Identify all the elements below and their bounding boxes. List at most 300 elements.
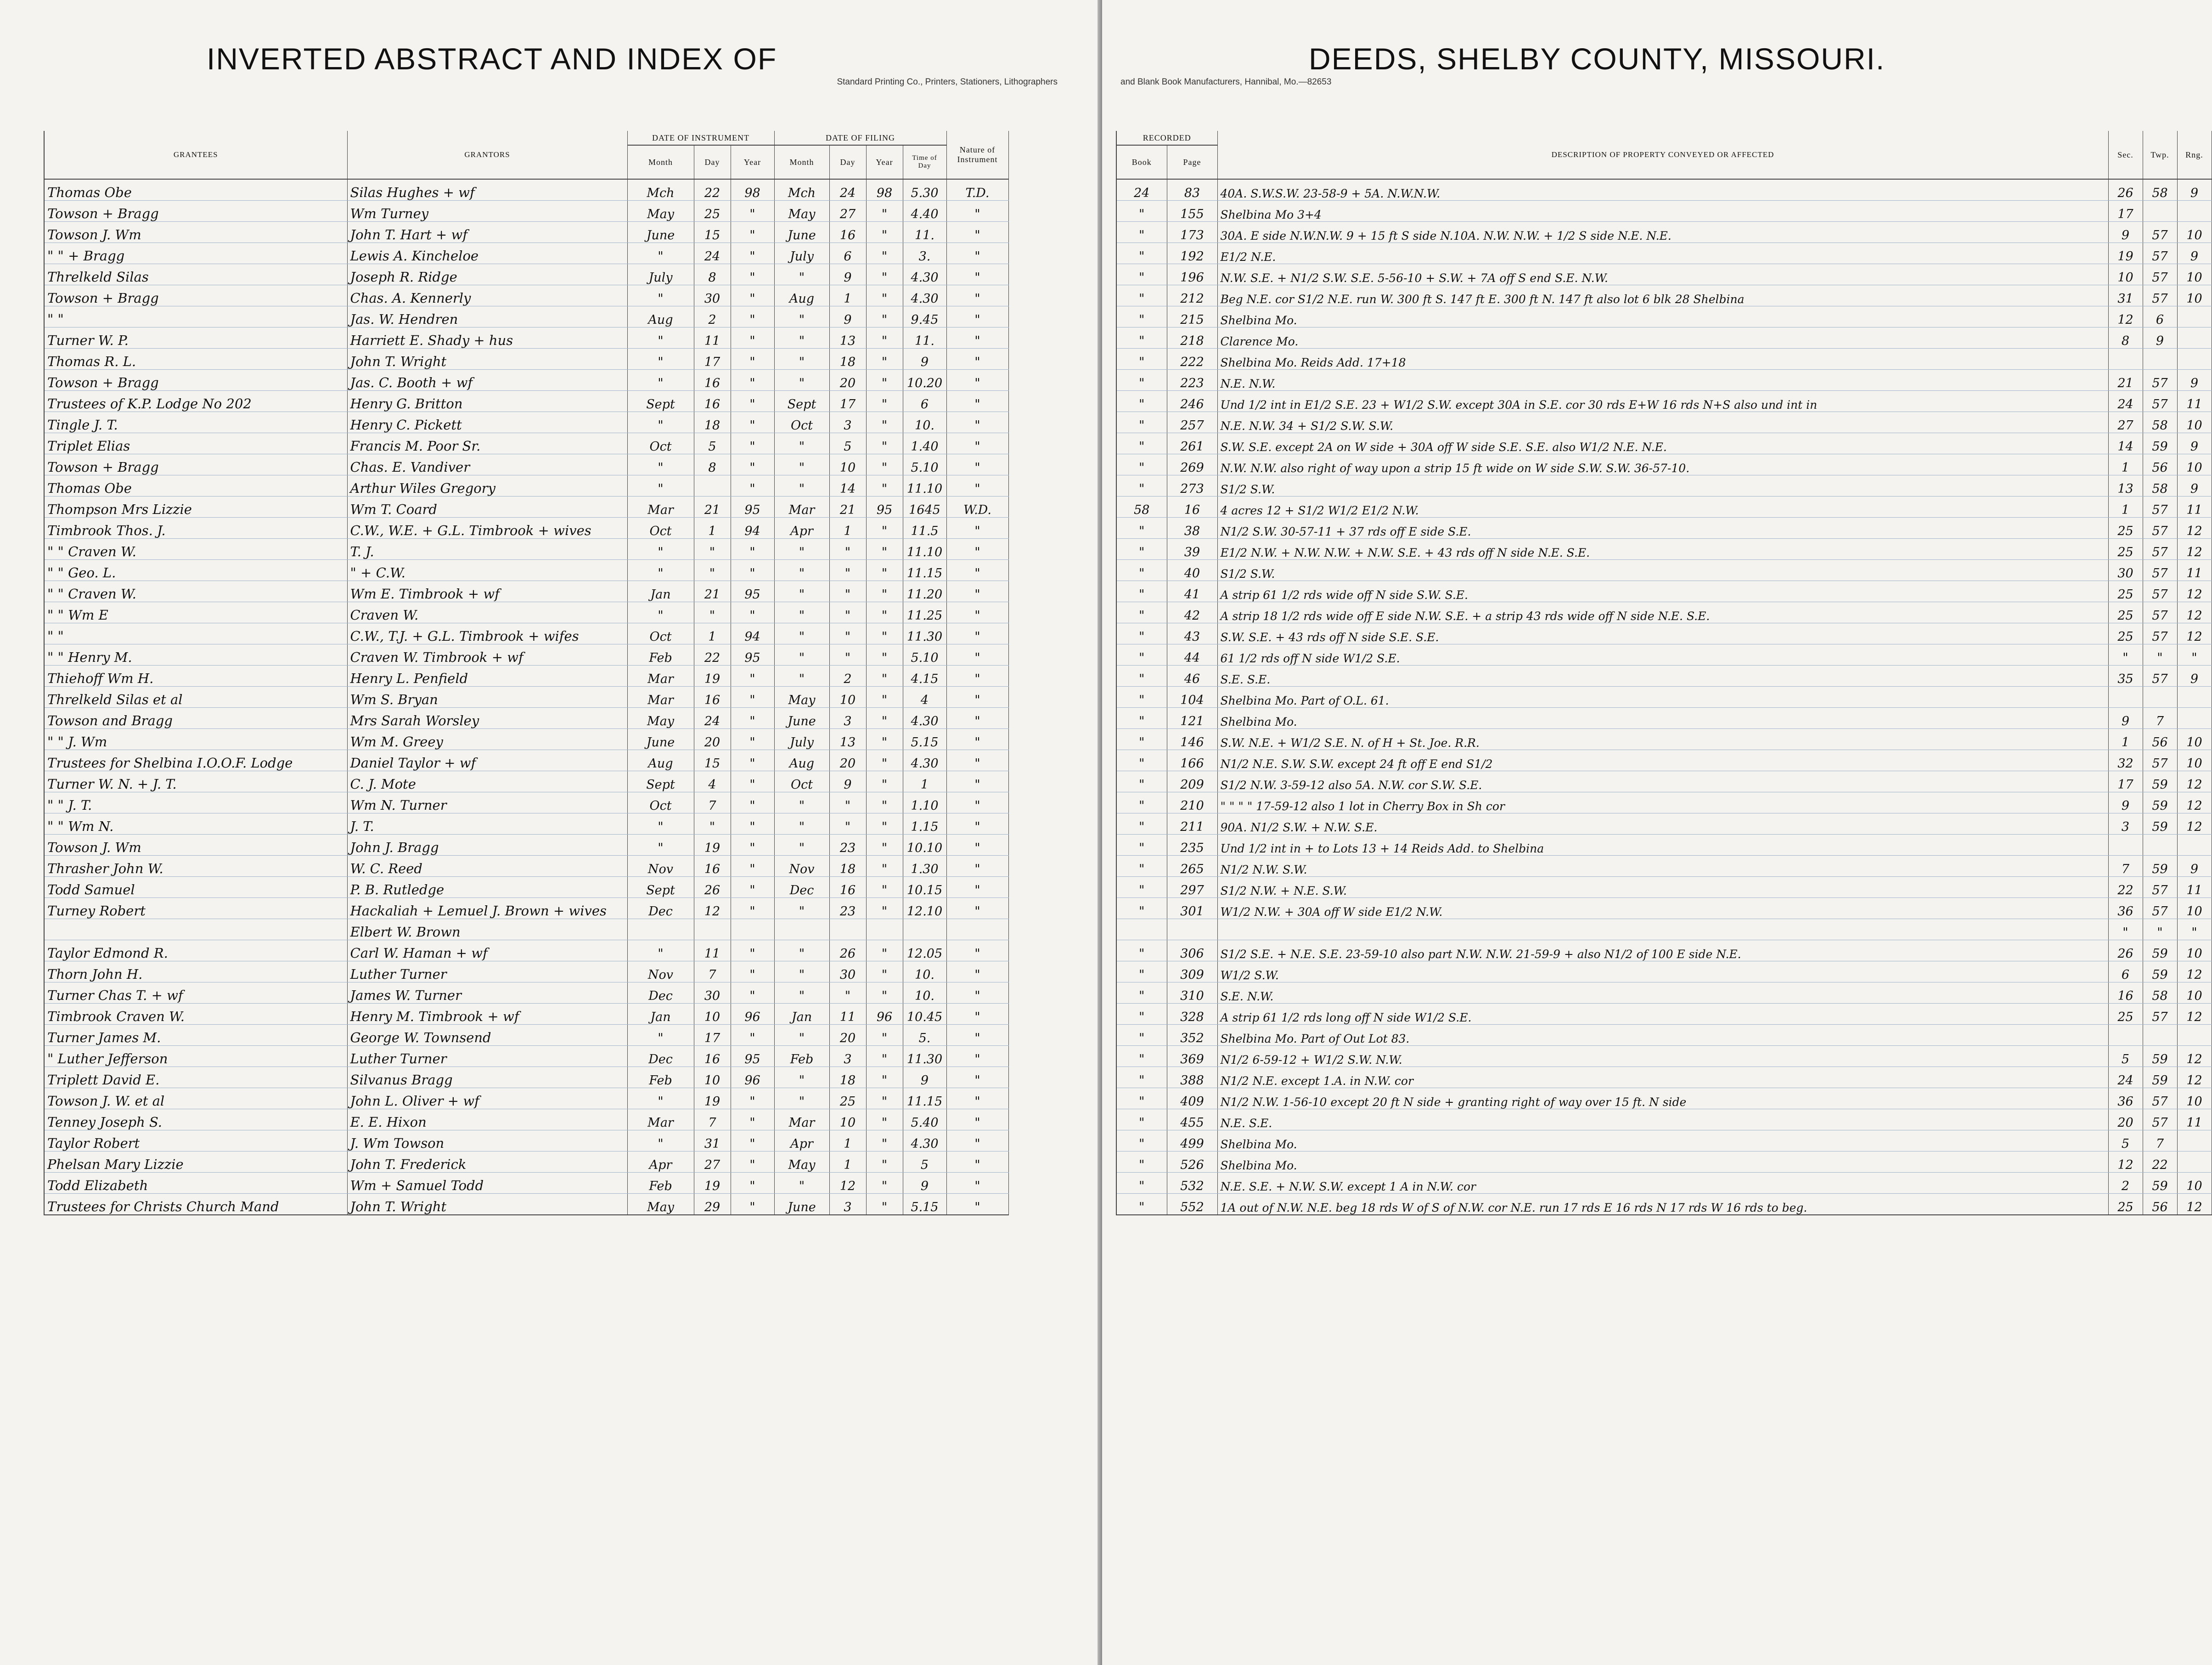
rng-cell [2177, 835, 2212, 856]
filing-day-cell: 26 [829, 940, 866, 961]
sec-cell: 14 [2108, 433, 2143, 454]
filing-day-cell: 25 [829, 1088, 866, 1109]
grantee-cell: " " J. T. [44, 792, 347, 813]
filing-year-cell: " [866, 877, 903, 898]
grantor-cell: Harriett E. Shady + hus [347, 327, 627, 349]
instrument-month-cell: " [627, 1025, 694, 1046]
rng-cell: 12 [2177, 581, 2212, 602]
sec-cell: 9 [2108, 222, 2143, 243]
grantor-cell: Wm T. Coard [347, 497, 627, 518]
nature-of-instrument-cell: " [946, 581, 1008, 602]
description-cell: Shelbina Mo. [1217, 306, 2108, 327]
instrument-day-cell: 22 [694, 644, 731, 666]
instrument-year-cell: " [731, 708, 774, 729]
filing-day-cell: 10 [829, 1109, 866, 1130]
book-cell: " [1116, 982, 1167, 1004]
instrument-year-cell: " [731, 1130, 774, 1151]
description-cell: Shelbina Mo. [1217, 1151, 2108, 1173]
book-cell: " [1116, 391, 1167, 412]
grantee-grantor-table [44, 131, 1009, 1215]
filing-day-cell: 3 [829, 708, 866, 729]
filing-year-cell: " [866, 1109, 903, 1130]
filing-year-cell: " [866, 475, 903, 497]
twp-cell: 58 [2143, 475, 2177, 497]
instrument-day-cell: 21 [694, 581, 731, 602]
grantee-cell: Towson + Bragg [44, 201, 347, 222]
filing-year-cell: " [866, 349, 903, 370]
filing-year-cell: " [866, 940, 903, 961]
instrument-month-cell: Feb [627, 644, 694, 666]
table-row [44, 560, 1008, 581]
table-row [44, 1151, 1008, 1173]
page-cell: 552 [1167, 1194, 1217, 1215]
nature-of-instrument-cell: " [946, 560, 1008, 581]
filing-year-cell: " [866, 412, 903, 433]
header-page: Page [1167, 145, 1217, 179]
twp-cell: 59 [2143, 940, 2177, 961]
sec-cell: 21 [2108, 370, 2143, 391]
grantor-cell: Jas. C. Booth + wf [347, 370, 627, 391]
filing-month-cell: " [774, 961, 829, 982]
rng-cell [2177, 1151, 2212, 1173]
page-cell: 44 [1167, 644, 1217, 666]
grantee-cell: " " Henry M. [44, 644, 347, 666]
nature-of-instrument-cell: " [946, 1130, 1008, 1151]
instrument-month-cell: Sept [627, 391, 694, 412]
filing-day-cell: 13 [829, 327, 866, 349]
filing-time-cell: 11.30 [903, 1046, 946, 1067]
table-row [44, 1173, 1008, 1194]
description-cell: S1/2 S.W. [1217, 475, 2108, 497]
header-twp: Twp. [2143, 131, 2177, 179]
table-row [44, 877, 1008, 898]
rng-cell: 11 [2177, 391, 2212, 412]
filing-month-cell: " [774, 602, 829, 623]
sec-cell: 8 [2108, 327, 2143, 349]
table-row [1116, 285, 2212, 306]
filing-month-cell: Dec [774, 877, 829, 898]
filing-month-cell: " [774, 666, 829, 687]
table-row [1116, 327, 2212, 349]
description-cell: 90A. N1/2 S.W. + N.W. S.E. [1217, 813, 2108, 835]
filing-time-cell: 11.20 [903, 581, 946, 602]
table-row [44, 475, 1008, 497]
page-cell: 297 [1167, 877, 1217, 898]
rng-cell: 10 [2177, 285, 2212, 306]
twp-cell: 57 [2143, 497, 2177, 518]
filing-day-cell: 30 [829, 961, 866, 982]
twp-cell: 9 [2143, 327, 2177, 349]
book-cell: " [1116, 1130, 1167, 1151]
table-row [1116, 243, 2212, 264]
table-row [1116, 201, 2212, 222]
book-cell: 24 [1116, 179, 1167, 201]
filing-day-cell [829, 919, 866, 940]
nature-of-instrument-cell: " [946, 1067, 1008, 1088]
table-row [44, 1194, 1008, 1215]
table-row [44, 327, 1008, 349]
filing-day-cell: " [829, 560, 866, 581]
rng-cell [2177, 306, 2212, 327]
grantee-cell: " " Wm N. [44, 813, 347, 835]
filing-day-cell: " [829, 539, 866, 560]
description-cell: Shelbina Mo. Part of O.L. 61. [1217, 687, 2108, 708]
filing-time-cell: 4.30 [903, 750, 946, 771]
rng-cell: " [2177, 644, 2212, 666]
filing-year-cell: " [866, 454, 903, 475]
book-cell: " [1116, 222, 1167, 243]
table-row [44, 982, 1008, 1004]
filing-time-cell: 10. [903, 982, 946, 1004]
nature-of-instrument-cell: " [946, 687, 1008, 708]
filing-day-cell: 3 [829, 412, 866, 433]
filing-year-cell: " [866, 813, 903, 835]
rng-cell: 11 [2177, 877, 2212, 898]
description-cell: N1/2 S.W. 30-57-11 + 37 rds off E side S.E. [1217, 518, 2108, 539]
twp-cell: 57 [2143, 1109, 2177, 1130]
instrument-day-cell: 16 [694, 391, 731, 412]
twp-cell: 57 [2143, 602, 2177, 623]
sec-cell [2108, 1025, 2143, 1046]
instrument-month-cell: July [627, 264, 694, 285]
nature-of-instrument-cell: " [946, 433, 1008, 454]
instrument-day-cell: 29 [694, 1194, 731, 1215]
instrument-month-cell: Oct [627, 623, 694, 644]
rng-cell: 12 [2177, 813, 2212, 835]
filing-day-cell: 20 [829, 750, 866, 771]
book-cell: " [1116, 898, 1167, 919]
page-cell: 121 [1167, 708, 1217, 729]
filing-year-cell: " [866, 1173, 903, 1194]
twp-cell: 57 [2143, 222, 2177, 243]
filing-month-cell: " [774, 475, 829, 497]
header-filing-month: Month [774, 145, 829, 179]
instrument-day-cell: 12 [694, 898, 731, 919]
instrument-year-cell: " [731, 306, 774, 327]
rng-cell [2177, 201, 2212, 222]
description-cell: Shelbina Mo 3+4 [1217, 201, 2108, 222]
grantor-cell: Chas. A. Kennerly [347, 285, 627, 306]
twp-cell: 22 [2143, 1151, 2177, 1173]
grantor-cell: Chas. E. Vandiver [347, 454, 627, 475]
instrument-day-cell [694, 919, 731, 940]
filing-month-cell: Oct [774, 771, 829, 792]
page-cell: 273 [1167, 475, 1217, 497]
table-row [44, 1130, 1008, 1151]
table-row [1116, 391, 2212, 412]
table-row [44, 539, 1008, 560]
table-row [1116, 1046, 2212, 1067]
rng-cell: 9 [2177, 856, 2212, 877]
grantor-cell: George W. Townsend [347, 1025, 627, 1046]
instrument-day-cell: 7 [694, 1109, 731, 1130]
grantor-cell: C.W., T.J. + G.L. Timbrook + wifes [347, 623, 627, 644]
filing-month-cell: " [774, 370, 829, 391]
table-row [1116, 898, 2212, 919]
filing-day-cell: 17 [829, 391, 866, 412]
filing-month-cell: June [774, 222, 829, 243]
filing-time-cell: 11.15 [903, 1088, 946, 1109]
instrument-month-cell: Dec [627, 898, 694, 919]
nature-of-instrument-cell: " [946, 1151, 1008, 1173]
filing-day-cell: 1 [829, 1130, 866, 1151]
filing-time-cell: 10. [903, 412, 946, 433]
twp-cell: 57 [2143, 391, 2177, 412]
description-cell: 40A. S.W.S.W. 23-58-9 + 5A. N.W.N.W. [1217, 179, 2108, 201]
filing-time-cell: 9 [903, 349, 946, 370]
instrument-month-cell: Mar [627, 497, 694, 518]
table-row [1116, 813, 2212, 835]
filing-year-cell: " [866, 1067, 903, 1088]
instrument-day-cell: " [694, 602, 731, 623]
filing-time-cell: 9.45 [903, 306, 946, 327]
sec-cell [2108, 835, 2143, 856]
table-row [44, 370, 1008, 391]
nature-of-instrument-cell: " [946, 729, 1008, 750]
sec-cell: 36 [2108, 1088, 2143, 1109]
page-cell: 83 [1167, 179, 1217, 201]
instrument-month-cell: Oct [627, 433, 694, 454]
grantee-cell: Taylor Robert [44, 1130, 347, 1151]
table-row [1116, 835, 2212, 856]
book-cell: " [1116, 771, 1167, 792]
page-cell: 196 [1167, 264, 1217, 285]
instrument-year-cell: 96 [731, 1004, 774, 1025]
grantor-cell: Arthur Wiles Gregory [347, 475, 627, 497]
table-row [1116, 856, 2212, 877]
table-row [44, 792, 1008, 813]
filing-year-cell [866, 919, 903, 940]
sec-cell: 5 [2108, 1130, 2143, 1151]
instrument-year-cell: " [731, 898, 774, 919]
filing-year-cell: " [866, 961, 903, 982]
grantee-cell: Towson + Bragg [44, 454, 347, 475]
twp-cell: 57 [2143, 750, 2177, 771]
nature-of-instrument-cell: " [946, 982, 1008, 1004]
grantor-cell: Wm E. Timbrook + wf [347, 581, 627, 602]
page-cell: 328 [1167, 1004, 1217, 1025]
book-cell: " [1116, 792, 1167, 813]
description-cell: S.E. N.W. [1217, 982, 2108, 1004]
page-cell: 526 [1167, 1151, 1217, 1173]
book-cell: " [1116, 1046, 1167, 1067]
instrument-year-cell: " [731, 222, 774, 243]
rng-cell: 10 [2177, 940, 2212, 961]
twp-cell: 57 [2143, 623, 2177, 644]
twp-cell: 57 [2143, 370, 2177, 391]
instrument-day-cell: 19 [694, 835, 731, 856]
sec-cell: 22 [2108, 877, 2143, 898]
page-cell: 218 [1167, 327, 1217, 349]
description-cell: A strip 18 1/2 rds wide off E side N.W. S.E. + a strip 43 rds wide off N side N.E. S.E. [1217, 602, 2108, 623]
book-cell: " [1116, 687, 1167, 708]
filing-month-cell: " [774, 581, 829, 602]
instrument-year-cell: " [731, 961, 774, 982]
filing-year-cell: " [866, 560, 903, 581]
twp-cell: 57 [2143, 877, 2177, 898]
table-row [44, 179, 1008, 201]
description-cell: Und 1/2 int in + to Lots 13 + 14 Reids Add. to Shelbina [1217, 835, 2108, 856]
filing-year-cell: " [866, 982, 903, 1004]
book-cell: " [1116, 1067, 1167, 1088]
instrument-year-cell: 96 [731, 1067, 774, 1088]
rng-cell: 12 [2177, 771, 2212, 792]
instrument-day-cell: 15 [694, 750, 731, 771]
sec-cell: 19 [2108, 243, 2143, 264]
rng-cell: 11 [2177, 497, 2212, 518]
nature-of-instrument-cell: " [946, 771, 1008, 792]
twp-cell: 57 [2143, 539, 2177, 560]
filing-year-cell: " [866, 264, 903, 285]
grantee-cell: Timbrook Thos. J. [44, 518, 347, 539]
table-row [1116, 602, 2212, 623]
filing-day-cell: 1 [829, 1151, 866, 1173]
header-time-of-day: Time of Day [903, 145, 946, 179]
table-row [1116, 961, 2212, 982]
grantee-cell: Threlkeld Silas [44, 264, 347, 285]
table-row [44, 813, 1008, 835]
table-row [1116, 982, 2212, 1004]
twp-cell: 57 [2143, 560, 2177, 581]
book-cell: " [1116, 1173, 1167, 1194]
table-row [1116, 644, 2212, 666]
instrument-month-cell: " [627, 349, 694, 370]
filing-time-cell: 10.45 [903, 1004, 946, 1025]
filing-year-cell: " [866, 708, 903, 729]
instrument-year-cell: 95 [731, 1046, 774, 1067]
grantee-cell: Todd Elizabeth [44, 1173, 347, 1194]
sec-cell: 30 [2108, 560, 2143, 581]
twp-cell: 59 [2143, 433, 2177, 454]
grantee-cell: Towson J. W. et al [44, 1088, 347, 1109]
book-cell: " [1116, 729, 1167, 750]
nature-of-instrument-cell: " [946, 370, 1008, 391]
filing-month-cell: " [774, 433, 829, 454]
table-row [1116, 1025, 2212, 1046]
instrument-month-cell: Oct [627, 792, 694, 813]
sec-cell: 24 [2108, 1067, 2143, 1088]
grantor-cell: T. J. [347, 539, 627, 560]
table-row [1116, 370, 2212, 391]
rng-cell: 9 [2177, 475, 2212, 497]
sec-cell: 32 [2108, 750, 2143, 771]
table-row [44, 222, 1008, 243]
instrument-month-cell: Nov [627, 961, 694, 982]
page-cell: 223 [1167, 370, 1217, 391]
instrument-month-cell: " [627, 602, 694, 623]
sec-cell: 2 [2108, 1173, 2143, 1194]
instrument-day-cell: 1 [694, 623, 731, 644]
filing-month-cell: Aug [774, 750, 829, 771]
filing-month-cell: " [774, 813, 829, 835]
instrument-month-cell [627, 919, 694, 940]
table-row [44, 644, 1008, 666]
filing-month-cell: Jan [774, 1004, 829, 1025]
filing-day-cell: 21 [829, 497, 866, 518]
sec-cell: 25 [2108, 623, 2143, 644]
table-row [1116, 666, 2212, 687]
description-cell: S.E. S.E. [1217, 666, 2108, 687]
instrument-month-cell: " [627, 327, 694, 349]
table-row [44, 602, 1008, 623]
sec-cell: 1 [2108, 497, 2143, 518]
table-row [44, 856, 1008, 877]
grantor-cell: Wm S. Bryan [347, 687, 627, 708]
sec-cell: 26 [2108, 940, 2143, 961]
sec-cell: 1 [2108, 729, 2143, 750]
table-row [1116, 560, 2212, 581]
filing-time-cell: 1.10 [903, 792, 946, 813]
grantor-cell: Henry G. Britton [347, 391, 627, 412]
filing-day-cell: 20 [829, 370, 866, 391]
left-printer-note: Standard Printing Co., Printers, Stationers, Lithographers [837, 77, 1058, 87]
book-cell: " [1116, 877, 1167, 898]
filing-time-cell: 11.30 [903, 623, 946, 644]
filing-day-cell: 20 [829, 1025, 866, 1046]
nature-of-instrument-cell: " [946, 306, 1008, 327]
nature-of-instrument-cell: " [946, 391, 1008, 412]
description-cell: N.E. S.E. + N.W. S.W. except 1 A in N.W. cor [1217, 1173, 2108, 1194]
nature-of-instrument-cell: " [946, 264, 1008, 285]
instrument-month-cell: June [627, 222, 694, 243]
instrument-year-cell: " [731, 835, 774, 856]
nature-of-instrument-cell: " [946, 602, 1008, 623]
instrument-year-cell: " [731, 771, 774, 792]
description-cell: S.W. N.E. + W1/2 S.E. N. of H + St. Joe. R.R. [1217, 729, 2108, 750]
filing-month-cell: Mar [774, 1109, 829, 1130]
grantor-cell: J. Wm Towson [347, 1130, 627, 1151]
filing-time-cell: 1.15 [903, 813, 946, 835]
description-cell: N.E. S.E. [1217, 1109, 2108, 1130]
description-cell: Shelbina Mo. [1217, 708, 2108, 729]
grantor-cell: Hackaliah + Lemuel J. Brown + wives [347, 898, 627, 919]
grantor-cell: E. E. Hixon [347, 1109, 627, 1130]
book-cell: " [1116, 750, 1167, 771]
filing-day-cell: 2 [829, 666, 866, 687]
grantee-cell: Towson J. Wm [44, 835, 347, 856]
grantee-cell: Turner James M. [44, 1025, 347, 1046]
table-row [44, 497, 1008, 518]
instrument-day-cell: " [694, 560, 731, 581]
book-cell: " [1116, 327, 1167, 349]
nature-of-instrument-cell: " [946, 708, 1008, 729]
table-row [1116, 581, 2212, 602]
grantee-cell: Thiehoff Wm H. [44, 666, 347, 687]
header-sec: Sec. [2108, 131, 2143, 179]
page-cell: 39 [1167, 539, 1217, 560]
instrument-year-cell: " [731, 454, 774, 475]
table-row [1116, 349, 2212, 370]
sec-cell: 25 [2108, 1004, 2143, 1025]
filing-day-cell: 6 [829, 243, 866, 264]
table-row [44, 412, 1008, 433]
left-page-title: INVERTED ABSTRACT AND INDEX OF [207, 42, 777, 76]
instrument-month-cell: " [627, 454, 694, 475]
grantor-cell: Craven W. [347, 602, 627, 623]
filing-day-cell: " [829, 602, 866, 623]
grantor-cell: Elbert W. Brown [347, 919, 627, 940]
grantee-cell: Turner Chas T. + wf [44, 982, 347, 1004]
table-row [1116, 306, 2212, 327]
description-cell: " " " " 17-59-12 also 1 lot in Cherry Box in Sh cor [1217, 792, 2108, 813]
grantor-cell: John J. Bragg [347, 835, 627, 856]
filing-time-cell: 3. [903, 243, 946, 264]
instrument-day-cell: 25 [694, 201, 731, 222]
header-filing-day: Day [829, 145, 866, 179]
rng-cell: 10 [2177, 1173, 2212, 1194]
table-row [44, 1025, 1008, 1046]
filing-year-cell: " [866, 835, 903, 856]
